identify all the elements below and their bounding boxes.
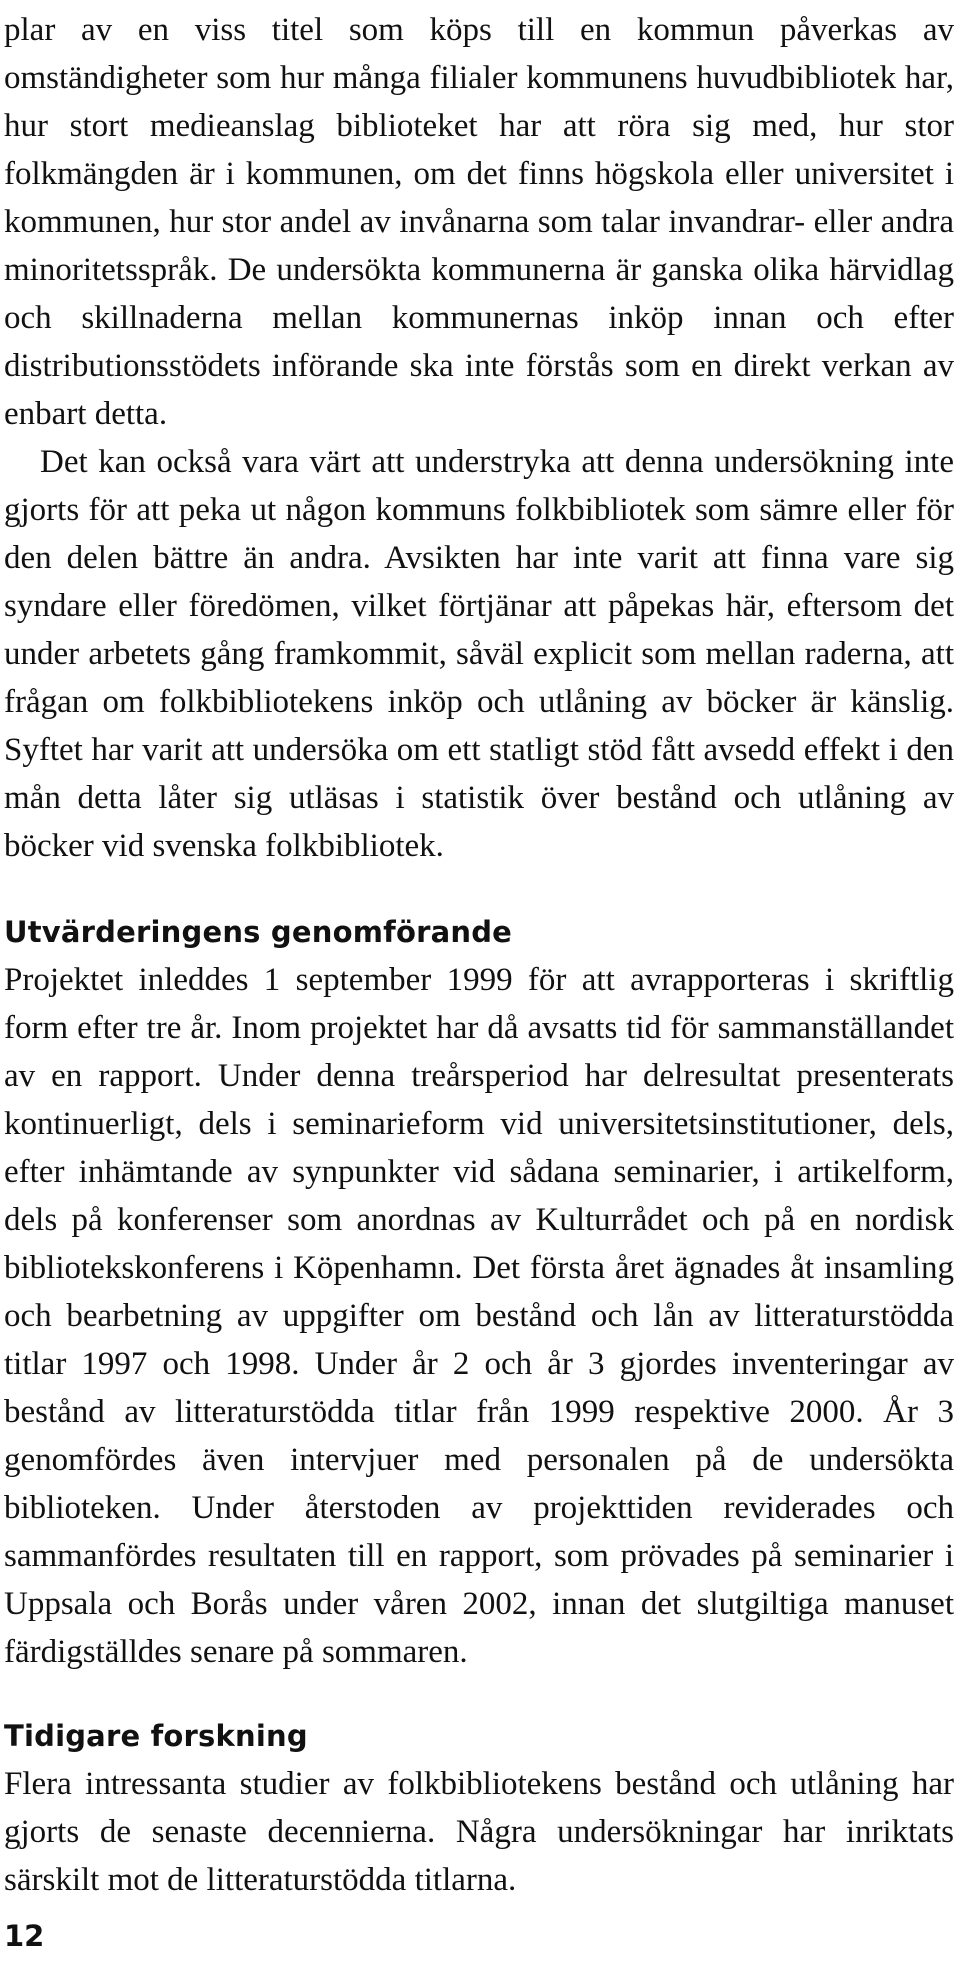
section-heading-tidigare-forskning: Tidigare forskning <box>4 1719 308 1753</box>
page-number: 12 <box>4 1919 45 1953</box>
body-paragraph-1: plar av en viss titel som köps till en kommun påverkas av omständigheter som hur många filialer kommunens huvudbibliotek har, hur stort medieanslag biblioteket har att röra sig med, hur stor folkmängden är i kommunen, om det finns högskola eller universitet i kommunen, hur stor andel av invånarna som talar invandrar- eller andra minoritetsspråk. De undersökta kommunerna är ganska olika härvidlag och skillnaderna mellan kommunernas inköp innan och efter distributionsstödets införande ska inte förstås som en direkt verkan av enbart detta. <box>4 12 954 432</box>
section-heading-genomforande: Utvärderingens genomförande <box>4 915 513 949</box>
section-paragraph-tidigare-forskning: Flera intressanta studier av folkbibliotekens bestånd och utlåning har gjorts de senaste decennierna. Några undersökningar har inriktats särskilt mot de litteraturstödda titlarna. <box>4 1766 954 1898</box>
section-paragraph-genomforande: Projektet inleddes 1 september 1999 för att avrapporteras i skriftlig form efter tre år. Inom projektet har då avsatts tid för sammanställandet av en rapport. Under denna treårsperiod har delresultat presenterats kontinuerligt, dels i seminarieform vid universitetsinstitutioner, dels, efter inhämtande av synpunkter vid sådana seminarier, i artikelform, dels på konferenser som anordnas av Kulturrådet och på en nordisk bibliotekskonferens i Köpenhamn. Det första året ägnades åt insamling och bearbetning av uppgifter om bestånd och lån av litteraturstödda titlar 1997 och 1998. Under år 2 och år 3 gjordes inventeringar av bestånd av litteraturstödda titlar från 1999 respektive 2000. År 3 genomfördes även intervjuer med personalen på de undersökta biblioteken. Under återstoden av projekttiden reviderades och sammanfördes resultaten till en rapport, som prövades på seminarier i Uppsala och Borås under våren 2002, innan det slutgiltiga manuset färdigställdes senare på sommaren. <box>4 962 954 1670</box>
text-column <box>4 6 954 1904</box>
body-paragraph-2: Det kan också vara värt att understryka att denna undersökning inte gjorts för att peka ut någon kommuns folkbibliotek som sämre eller för den delen bättre än andra. Avsikten har inte varit att finna vare sig syndare eller föredömen, vilket förtjänar att påpekas här, eftersom det under arbetets gång framkommit, såväl explicit som mellan raderna, att frågan om folkbibliotekens inköp och utlåning av böcker är känslig. Syftet har varit att undersöka om ett statligt stöd fått avsedd effekt i den mån detta låter sig utläsas i statistik över bestånd och utlåning av böcker vid svenska folkbibliotek. <box>4 444 954 864</box>
